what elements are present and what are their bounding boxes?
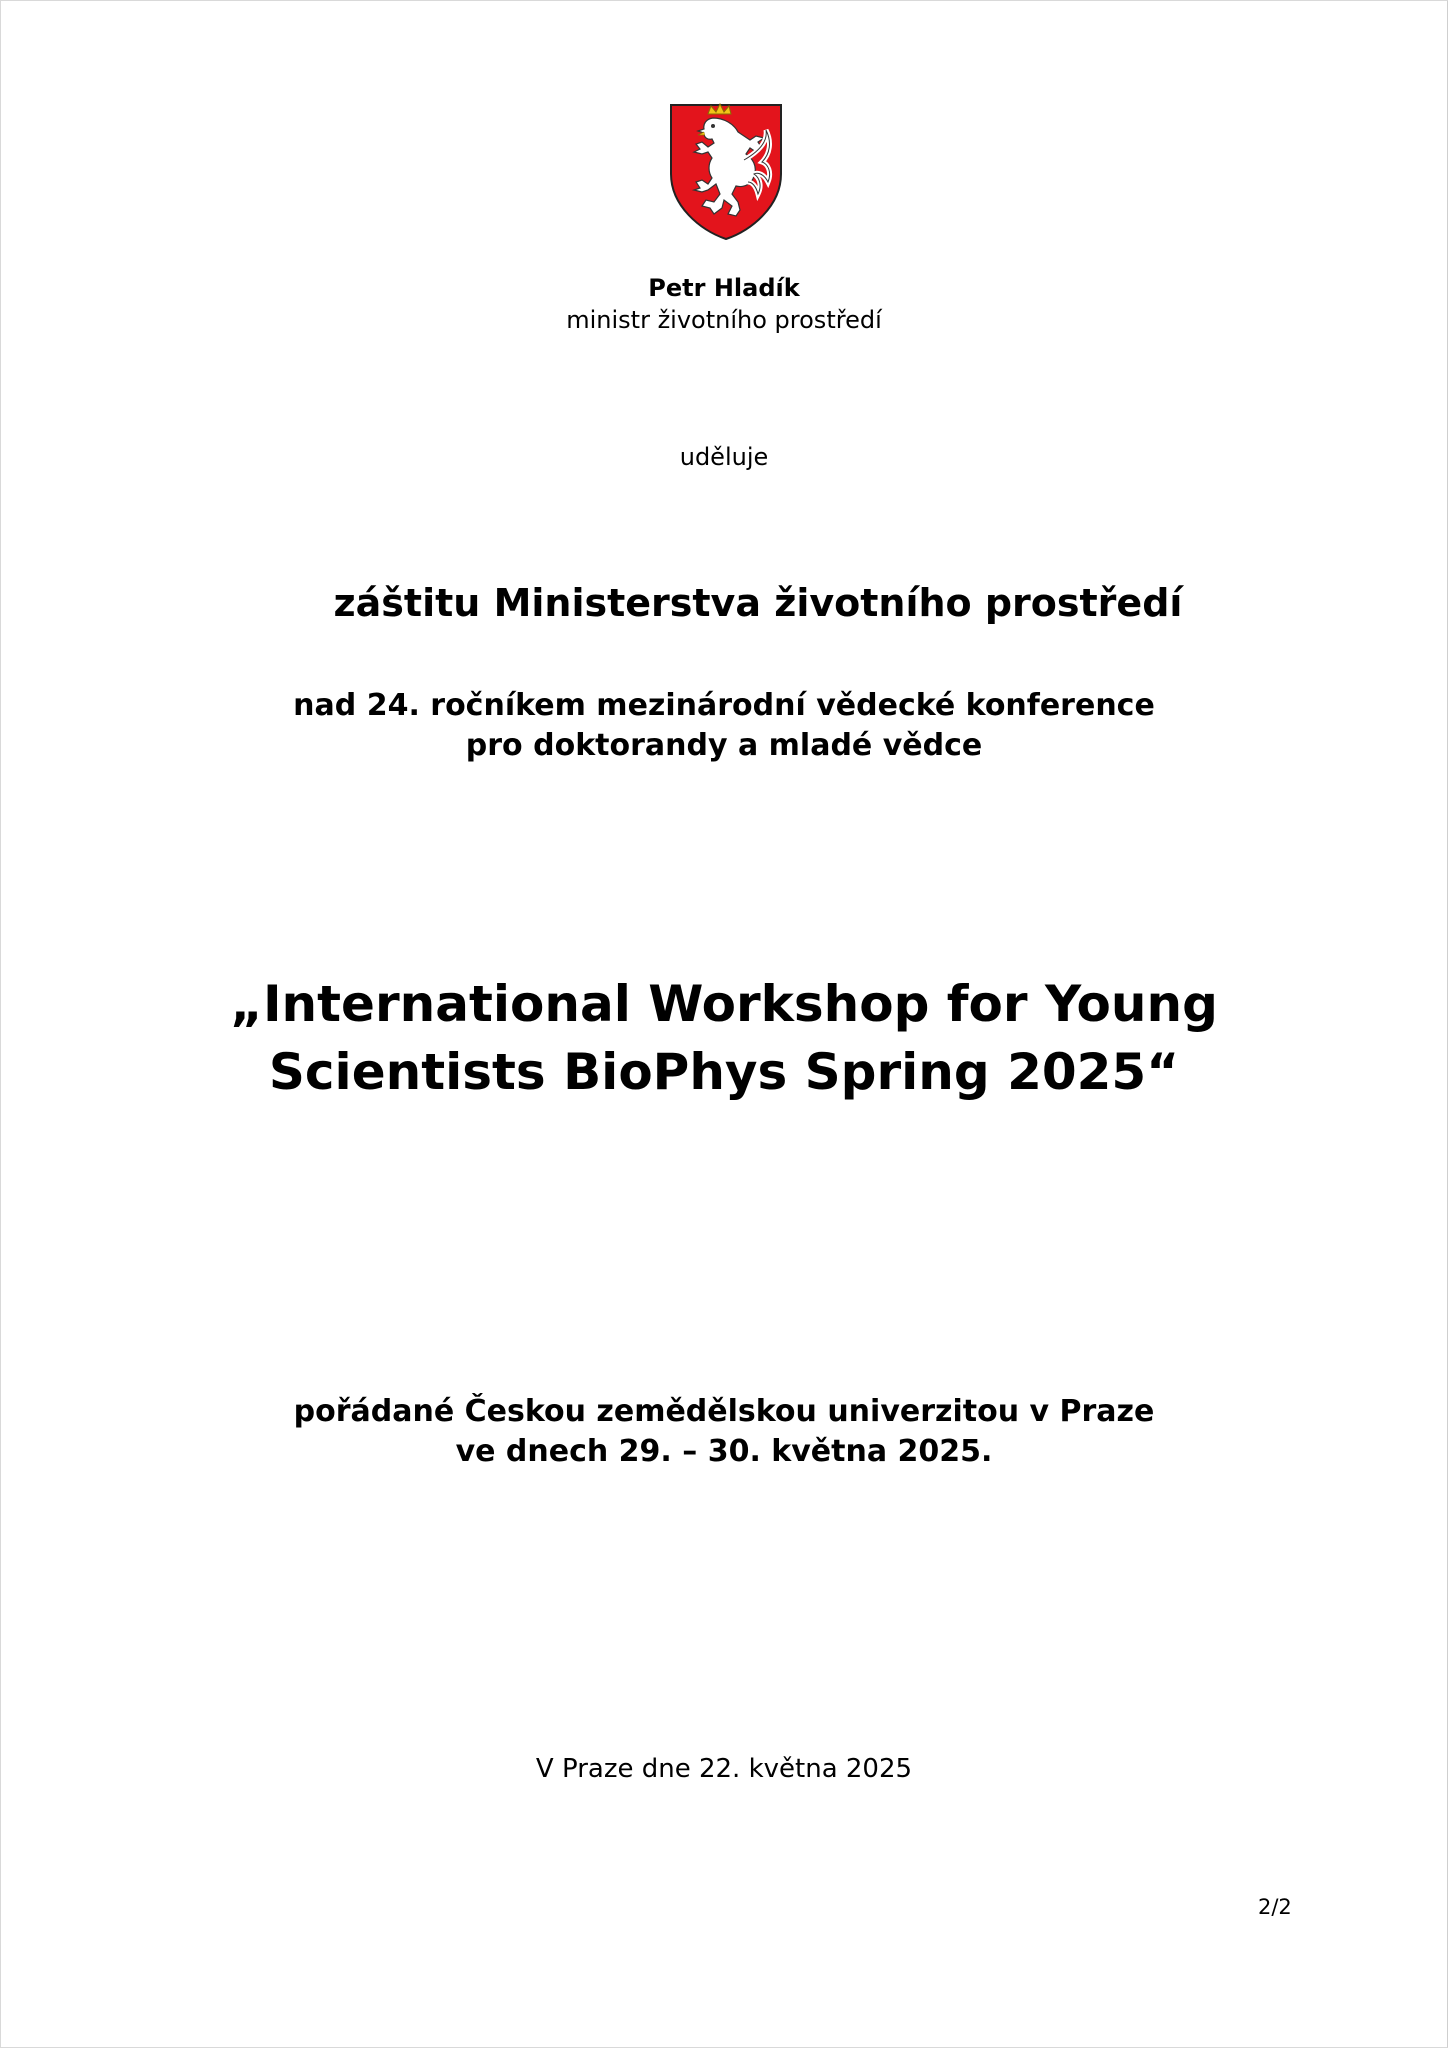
coat-of-arms-icon [668, 102, 784, 242]
page-number: 2/2 [1258, 1895, 1292, 1919]
event-title-line-1: „International Workshop for Young [230, 975, 1218, 1033]
grants-text: uděluje [679, 443, 769, 471]
organizer-line-1: pořádané Českou zemědělskou univerzitou v Praze [293, 1394, 1155, 1429]
patronage-heading: záštitu Ministerstva životního prostředí [333, 581, 1183, 625]
conference-line-2: pro doktorandy a mladé vědce [465, 728, 983, 763]
place-and-date: V Praze dne 22. května 2025 [535, 1754, 913, 1784]
event-title [0, 970, 1448, 1106]
organizer-info [0, 1392, 1448, 1472]
event-title-line-2: Scientists BioPhys Spring 2025“ [268, 1043, 1180, 1101]
organizer-line-2: ve dnech 29. – 30. května 2025. [455, 1434, 993, 1469]
author-role: ministr životního prostředí [566, 306, 882, 334]
author-name: Petr Hladík [648, 274, 800, 302]
conference-line-1: nad 24. ročníkem mezinárodní vědecké konference [293, 688, 1155, 723]
conference-description [0, 686, 1448, 766]
